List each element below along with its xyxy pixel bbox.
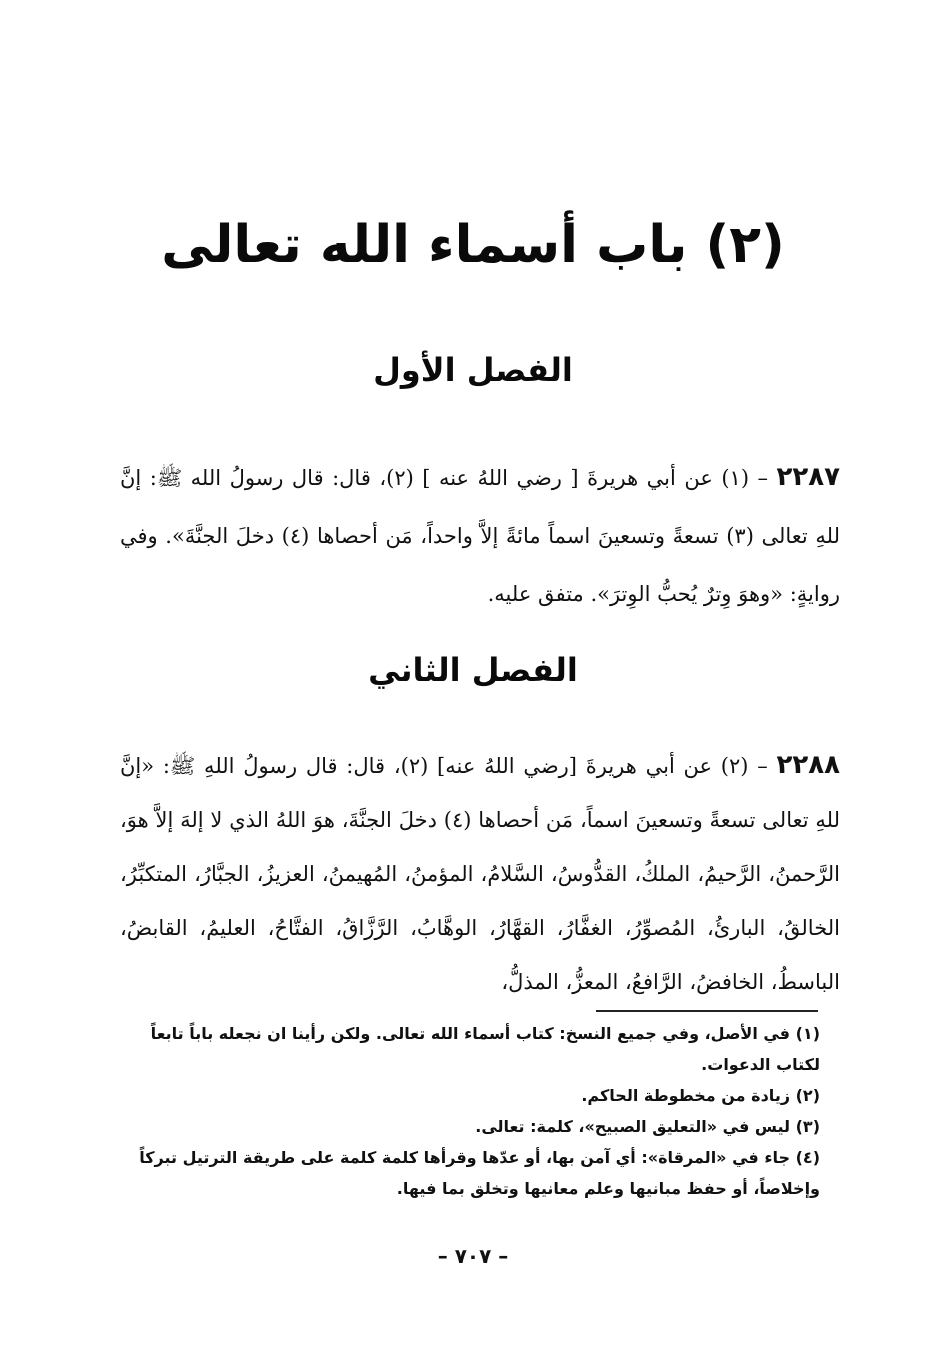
page-number: – ٧٠٧ – [437, 1244, 509, 1268]
footnotes [108, 1018, 820, 1204]
footnote-3: (٣) ليس في «التعليق الصبيح»، كلمة: تعالى. [475, 1117, 820, 1136]
footnote-divider [596, 1010, 818, 1012]
footnote-4: (٤) جاء في «المرقاة»: أي آمن بها، أو عدّها وقرأها كلمة كلمة على طريقة الترتيل تبركاً وإخلاصاً، أو حفظ مبانيها وعلم معانيها وتخلق بما فيها. [139, 1148, 820, 1198]
hadith-number: ٢٢٨٨ [776, 750, 840, 780]
hadith-number: ٢٢٨٧ [776, 462, 840, 492]
footnote-1: (١) في الأصل، وفي جميع النسخ: كتاب أسماء الله تعالى. ولكن رأينا ان نجعله باباً تابعاً لكتاب الدعوات. [150, 1024, 820, 1074]
section-title-first: الفصل الأول [373, 351, 573, 389]
hadith-2287 [120, 448, 840, 623]
hadith-text: – (١) عن أبي هريرةَ [ رضي اللهُ عنه ] (٢)، قال: قال رسولُ الله ﷺ: إنَّ للهِ تعالى (٣) تسعةً وتسعينَ اسماً مائةً إلاَّ واحداً، مَن أحصاها (٤) دخلَ الجنَّةَ». وفي روايةٍ: «وهوَ وِترٌ يُحبُّ الوِترَ». متفق عليه. [120, 466, 841, 606]
chapter-title: (٢) باب أسماء الله تعالى [161, 215, 785, 275]
section-title-second: الفصل الثاني [368, 651, 578, 689]
hadith-text: – (٢) عن أبي هريرةَ [رضي اللهُ عنه] (٢)، قال: قال رسولُ اللهِ ﷺ: «إنَّ للهِ تعالى تسعةً وتسعينَ اسماً، مَن أحصاها (٤) دخلَ الجنَّةَ، هوَ اللهُ الذي لا إلهَ إلاَّ هوَ، الرَّحمنُ، الرَّحيمُ، الملكُ، القدُّوسُ، السَّلامُ، المؤمنُ، المُهيمنُ، العزيزُ، الجبَّارُ، المتكبِّرُ، الخالقُ، البارئُ، المُصوِّرُ، الغفَّارُ، القهَّارُ، الوهَّابُ، الرَّزَّاقُ، الفتَّاحُ، العليمُ، القابضُ، الباسطُ، الخافضُ، الرَّافعُ، المعزُّ، المذلُّ، [120, 754, 840, 994]
hadith-2288 [120, 738, 840, 1009]
footnote-2: (٢) زيادة من مخطوطة الحاكم. [581, 1086, 820, 1105]
